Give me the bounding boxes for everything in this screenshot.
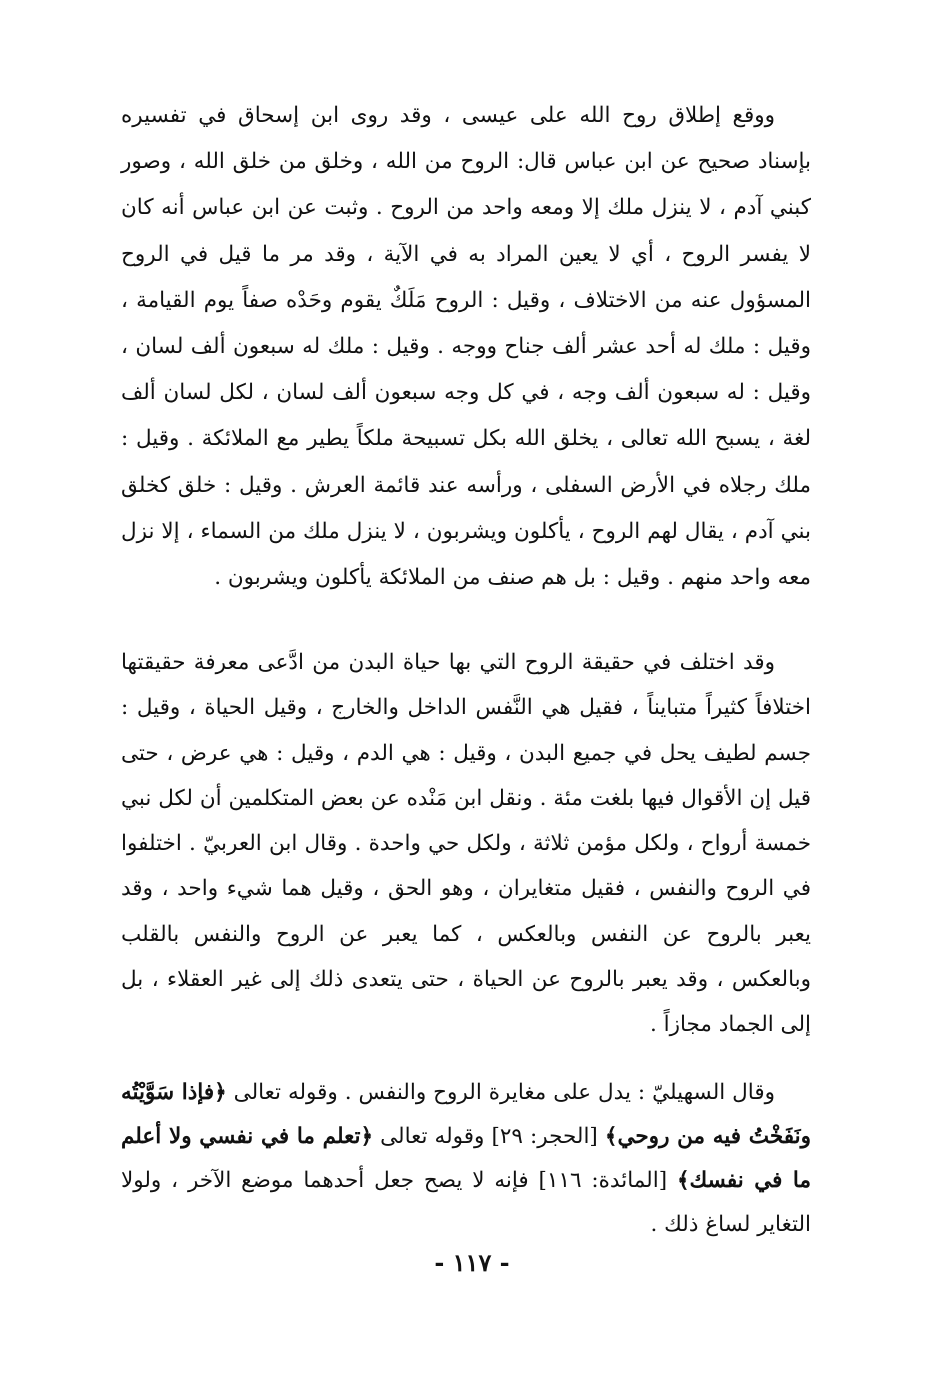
quran-verse-2: ﴿تعلم ما في نفسي ولا أعلم ما في نفسك﴾	[121, 1124, 811, 1193]
paragraph-1-text: ووقع إطلاق روح الله على عيسى ، وقد روى ابن إسحاق في تفسيره بإسناد صحيح عن ابن عباس قال: الروح من الله ، وخلق من خلق الله ، وصور كبني آدم ، لا ينزل ملك إلا ومعه واحد من الروح . وثبت عن ابن عباس أنه كان لا يفسر الروح ، أي لا يعين المراد به في الآية ، وقد مر ما قيل في الروح المسؤول عنه من الاختلاف ، وقيل : الروح مَلَكٌ يقوم وحَدْه صفاً يوم القيامة ، وقيل : ملك له أحد عشر ألف جناح ووجه . وقيل : ملك له سبعون ألف لسان ، وقيل : له سبعون ألف وجه ، في كل وجه سبعون ألف لسان ، لكل لسان ألف لغة ، يسبح الله تعالى ، يخلق الله بكل تسبيحة ملكاً يطير مع الملائكة . وقيل : ملك رجلاه في الأرض السفلى ، ورأسه عند قائمة العرش . وقيل : خلق كخلق بني آدم ، يقال لهم الروح ، يأكلون ويشربون ، لا ينزل ملك من السماء ، إلا نزل معه واحد منهم . وقيل : بل هم صنف من الملائكة يأكلون ويشربون .	[121, 103, 811, 591]
page-number: - ١١٧ -	[434, 1248, 510, 1277]
paragraph-2	[121, 640, 811, 1048]
paragraph-3	[121, 1071, 811, 1247]
paragraph-2-text: وقد اختلف في حقيقة الروح التي بها حياة البدن من ادَّعى معرفة حقيقتها اختلافاً كثيراً متبايناً ، فقيل هي النَّفس الداخل والخارج ، وقيل الحياة ، وقيل : جسم لطيف يحل في جميع البدن ، وقيل : هي الدم ، وقيل : هي عرض ، حتى قيل إن الأقوال فيها بلغت مئة . ونقل ابن مَنْده عن بعض المتكلمين أن لكل نبي خمسة أرواح ، ولكل مؤمن ثلاثة ، ولكل حي واحدة . وقال ابن العربيّ . اختلفوا في الروح والنفس ، فقيل متغايران ، وهو الحق ، وقيل هما شيء واحد ، وقد يعبر بالروح عن النفس وبالعكس ، كما يعبر عن الروح والنفس بالقلب وبالعكس ، وقد يعبر بالروح عن الحياة ، حتى يتعدى ذلك إلى غير العقلاء ، بل إلى الجماد مجازاً .	[121, 650, 811, 1038]
paragraph-3-text-2: [الحجر: ٢٩] وقوله تعالى	[373, 1124, 605, 1149]
paragraph-3-text-3: [المائدة: ١١٦] فإنه لا يصح جعل أحدهما موضع الآخر ، ولولا التغاير لساغ ذلك .	[121, 1168, 811, 1237]
quran-verse-1: ﴿فإذا سَوَّيْتُه ونَفَخْتُ فيه من روحي﴾	[121, 1080, 811, 1149]
paragraph-1	[121, 93, 811, 601]
paragraph-3-text-1: وقال السهيليّ : يدل على مغايرة الروح والنفس . وقوله تعالى	[226, 1080, 775, 1105]
